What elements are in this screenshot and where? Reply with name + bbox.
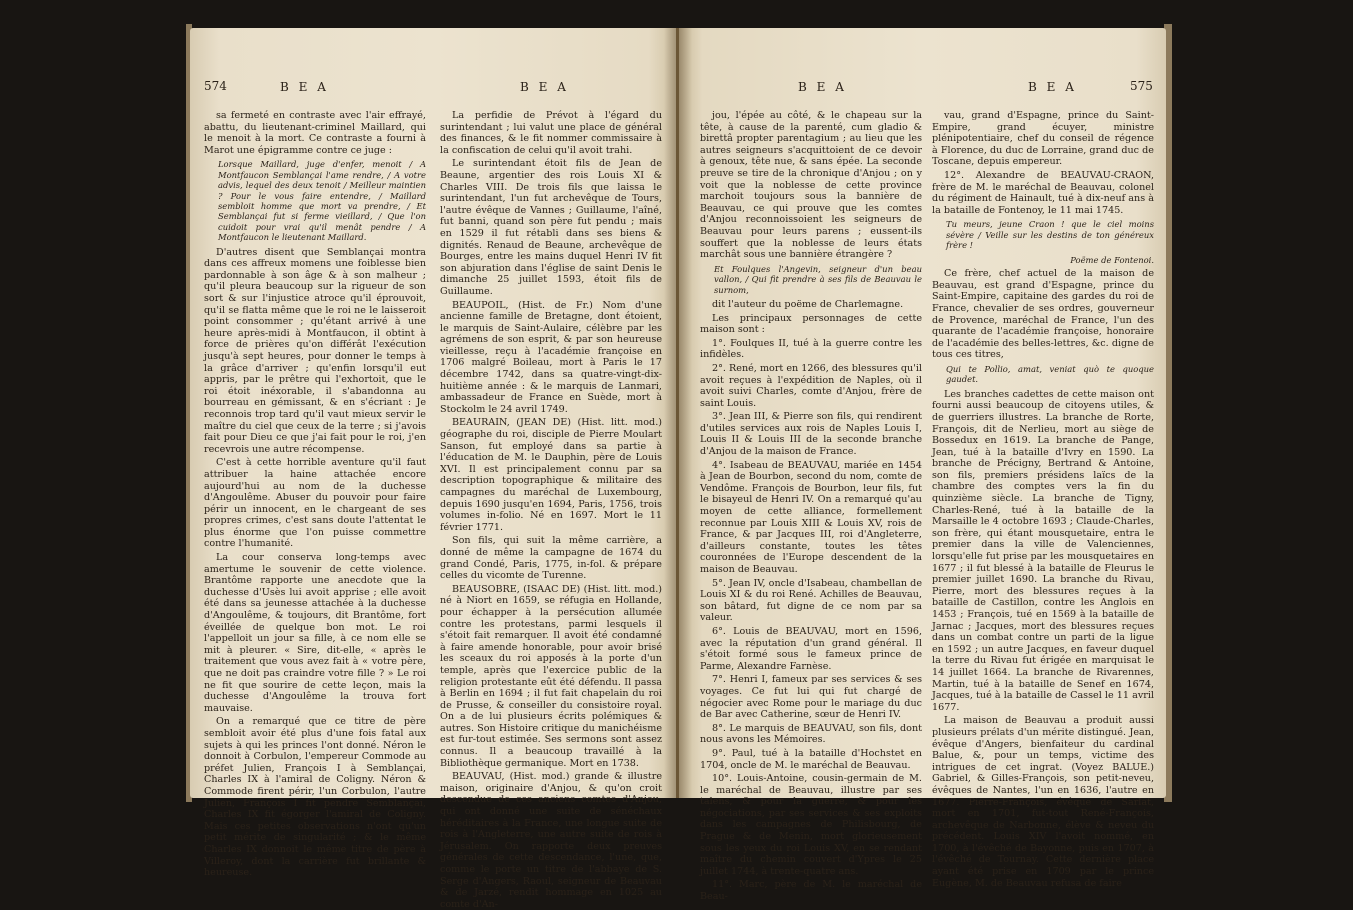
list-item: 2°. René, mort en 1266, des blessures qu'il avoit reçues à l'expédition de Naples, où il avoit suivi Charles, comte d'Anjou, frère de saint Louis. (700, 362, 922, 409)
right-page (678, 28, 1166, 903)
left-column-1 (204, 110, 426, 879)
running-head-left-col1: B E A (280, 80, 329, 94)
book-spine (676, 28, 679, 798)
paragraph: sa fermeté en contraste avec l'air effrayé, abattu, du lieutenant-criminel Maillard, qui le menoit à la mort. Ce contraste a fourni à Marot une épigramme contre ce juge : (204, 110, 426, 156)
paragraph: La cour conserva long-temps avec amertume le souvenir de cette violence. Brantôme rapporte une anecdote que la duchesse d'Usès lui avoit apprise ; elle avoit été dans sa jeunesse attachée à la duchesse d'Angoulême, & toujours, dit Brantôme, fort éveillée de quelque bon mot. Le roi l'appelloit un jour sa fille, à ce nom elle se mit à pleurer. « Sire, dit-elle, « après le traitement que vous avez fait à « votre père, que ne doit pas craindre votre fille ? » Le roi ne fit que sourire de cette leçon, mais la duchesse d'Angoulême la trouva fort mauvaise. (204, 552, 426, 714)
list-item: 1°. Foulques II, tué à la guerre contre les infidèles. (700, 337, 922, 361)
entry-beauvau: BEAUVAU, (Hist. mod.) grande & illustre maison, originaire d'Anjou, & qu'on croit descendue de ces anciens comtes d'Anjou, qui ont donné une suite de sénéchaux héréditaires à la France, une longue suite de rois à l'Angleterre, une autre suite de rois à Jérusalem. On rapporte deux preuves générales de cette descendance, l'une, que, comme le porte un titre de l'abbaye de S. Serge d'Angers, Raoul, seigneur de Beauvau & de Jarzé, rendit hommage en 1025 au comte d'An- (440, 771, 662, 910)
paragraph: C'est à cette horrible aventure qu'il faut attribuer la haine attachée encore aujourd'hui au nom de la duchesse d'Angoulême. Abuser du pouvoir pour faire périr un innocent, en le chargeant de ses propres crimes, c'est sans doute l'attentat le plus énorme que l'on puisse commettre contre l'humanité. (204, 457, 426, 550)
entry-beausobre: BEAUSOBRE, (ISAAC DE) (Hist. litt. mod.) né à Niort en 1659, se réfugia en Hollande, pour échapper à la persécution allumée contre les protestans, parmi lesquels il s'étoit fait remarquer. Il avoit été condamné à faire amende honorable, pour avoir brisé les sceaux du roi apposés à la porte d'un temple, après que l'exercice public de la religion protestante eût été défendu. Il passa à Berlin en 1694 ; il fut fait chapelain du roi de Prusse, & conseiller du consistoire royal. On a de lui plusieurs écrits polémiques & autres. Son Histoire critique du manichéisme est fur-tout estimée. Ses sermons sont assez connus. Il a beaucoup travaillé à la Bibliothèque germanique. Mort en 1738. (440, 583, 662, 769)
paragraph: Le surintendant étoit fils de Jean de Beaune, argentier des rois Louis XI & Charles VIII. De trois fils que laissa le surintendant, l'un fut archevêque de Tours, l'autre évêque de Vannes ; Guillaume, l'aîné, fut banni, quand son père fut pendu ; mais en 1529 il fut rétabli dans ses biens & dignités. Renaud de Beaune, archevêque de Bourges, entre les mains duquel Henri IV fit son abjuration dans l'église de saint Denis le dimanche 25 juillet 1593, étoit fils de Guillaume. (440, 158, 662, 297)
paragraph: On a remarqué que ce titre de père sembloit avoir été plus d'une fois fatal aux sujets à qui les princes l'ont donné. Néron le donnoit à Corbulon, l'empereur Commode au préfet Julien, François I à Semblançai, Charles IX à l'amiral de Coligny. Néron & Commode firent périr, l'un Corbulon, l'autre Julien, François I fit pendre Semblançai, Charles IX fit égorger l'amiral de Coligny. Mais ces petites observations n'ont qu'un petit mérite de singularité ; & le même Charles IX donnoit le même titre de père à Villeroy, dont la carrière fut brillante & heureuse. (204, 716, 426, 879)
list-item: 9°. Paul, tué à la bataille d'Hochstet en 1704, oncle de M. le maréchal de Beauvau. (700, 747, 922, 771)
list-item: 8°. Le marquis de BEAUVAU, son fils, dont nous avons les Mémoires. (700, 722, 922, 746)
list-item: 6°. Louis de BEAUVAU, mort en 1596, avec la réputation d'un grand général. Il s'étoit formé sous le fameux prince de Parme, Alexandre Farnèse. (700, 625, 922, 672)
left-page (190, 28, 678, 910)
running-head-right-col2: B E A (1028, 80, 1077, 94)
paragraph: Les principaux personnages de cette maison sont : (700, 312, 922, 336)
paragraph: vau, grand d'Espagne, prince du Saint-Empire, grand écuyer, ministre plénipotentiaire, chef du conseil de régence à Florence, du duc de Lorraine, grand duc de Toscane, depuis empereur. (932, 110, 1154, 168)
list-item: 11°. Marc, père de M. le maréchal de Beau- (700, 879, 922, 903)
paragraph: D'autres disent que Semblançai montra dans ces affreux momens une foiblesse bien pardonnable à son âge & à son malheur ; qu'il pleura beaucoup sur la rigueur de son sort & sur l'injustice atroce qu'il éprouvoit, qu'il se flatta même que le roi ne le laisseroit point consommer ; qu'étant arrivé à une heure après-midi à Montfaucon, il obtint à force de prières qu'on différât l'exécution jusqu'à sept heures, pour donner le temps à la grâce d'arriver ; qu'enfin lorsqu'il eut appris, par le prêtre qui l'exhortoit, que le roi étoit inéxorable, il s'abandonna au bourreau en gémissant, & en s'écriant : Je reconnois trop tard qu'il vaut mieux servir le maître du ciel que ceux de la terre ; si j'avois fait pour Dieu ce que j'ai fait pour le roi, j'en recevrois une autre récompense. (204, 246, 426, 455)
list-item: 4°. Isabeau de BEAUVAU, mariée en 1454 à Jean de Bourbon, second du nom, comte de Vendôme. François de Bourbon, leur fils, fut le bisayeul de Henri IV. On a remarqué qu'au moyen de cette alliance, formellement reconnue par Louis XIII & Louis XV, rois de France, & par Jacques III, roi d'Angleterre, d'ailleurs constante, toutes les têtes couronnées de l'Europe descendent de la maison de Beauvau. (700, 459, 922, 575)
list-item: 3°. Jean III, & Pierre son fils, qui rendirent d'utiles services aux rois de Naples Louis I, Louis II & Louis III de la seconde branche d'Anjou de la maison de France. (700, 411, 922, 458)
paragraph: dit l'auteur du poëme de Charlemagne. (712, 298, 904, 310)
right-column-2 (932, 110, 1154, 889)
page-number-left: 574 (204, 79, 227, 93)
list-item: 12°. Alexandre de BEAUVAU-CRAON, frère de M. le maréchal de Beauvau, colonel du régiment de Hainault, tué à dix-neuf ans à la bataille de Fontenoy, le 11 mai 1745. (932, 169, 1154, 216)
list-item: 7°. Henri I, fameux par ses services & ses voyages. Ce fut lui qui fut chargé de négocier avec Rome pour le mariage du duc de Bar avec Catherine, sœur de Henri IV. (700, 674, 922, 721)
page-number-right: 575 (1130, 79, 1153, 93)
entry-beaurain: BEAURAIN, (JEAN DE) (Hist. litt. mod.) géographe du roi, disciple de Pierre Moulart Sanson, fut employé dans sa partie à l'éducation de M. le Dauphin, père de Louis XVI. Il est principalement connu par sa description topographique & militaire des campagnes du maréchal de Luxembourg, depuis 1690 jusqu'en 1694, Paris, 1756, trois volumes in-folio. Né en 1697. Mort le 11 février 1771. (440, 417, 662, 533)
right-column-1 (700, 110, 922, 903)
paragraph: La perfidie de Prévot à l'égard du surintendant ; lui valut une place de général des finances, & le fit nommer commissaire à la confiscation de celui qu'il avoit trahi. (440, 110, 662, 156)
list-item: 10°. Louis-Antoine, cousin-germain de M. le maréchal de Beauvau, illustre par ses talens, & pour la guerre, & pour les négociations, par ses services & ses exploits dans les campagnes de Philisbourg, de Prague & de Menin, mort glorieusement sous les yeux du roi Louis XV, en se rendant maître du chemin couvert d'Ypres le 25 juillet 1744, à trente-quatre ans. (700, 773, 922, 877)
left-column-2 (440, 110, 662, 910)
running-head-left-col2: B E A (520, 80, 569, 94)
paragraph: Les branches cadettes de cette maison ont fourni aussi beaucoup de citoyens utiles, & de guerriers illustres. La branche de Rorte, François, dit de Nerlieu, mort au siège de Bossedux en 1619. La branche de Pange, Jean, tué à la bataille d'Ivry en 1590. La branche de Précigny, Bertrand & Antoine, son fils, premiers présidens laïcs de la chambre des comptes vers la fin du quinzième siècle. La branche de Tigny, Charles-René, tué à la bataille de la Marsaille le 4 octobre 1693 ; Claude-Charles, son frère, qui étant mousquetaire, entra le premier dans la ville de Valenciennes, lorsqu'elle fut prise par les mousquetaires en 1677 ; il fut blessé à la bataille de Fleurus le premier juillet 1690. La branche du Rivau, Pierre, mort des blessures reçues à la bataille de Castillon, contre les Anglois en 1453 ; François, tué en 1569 à la bataille de Jarnac ; Jacques, mort des blessures reçues dans un combat contre un parti de la ligue en 1592 ; un autre Jacques, en faveur duquel la terre du Rivau fut érigée en marquisat le 14 juillet 1664. La branche de Rivarennes, Martin, tué à la bataille de Senef en 1674, Jacques, tué à la bataille de Cassel le 11 avril 1677. (932, 388, 1154, 713)
verse-block: Et Foulques l'Angevin, seigneur d'un beau vallon, / Qui fit prendre à ses fils de Beauvau le surnom, (714, 263, 922, 295)
paragraph: jou, l'épée au côté, & le chapeau sur la tête, à cause de la parenté, cum gladio & birettâ propter parentagium ; au lieu que les autres seigneurs s'acquittoient de ce devoir à genoux, tête nue, & sans épée. La seconde preuve se tire de la chronique d'Anjou ; on y voit que la noblesse de cette province marchoit toujours sous la bannière de Beauvau, ce qui prouve que les comtes d'Anjou reconnoissoient les seigneurs de Beauvau pour leurs parens ; eussent-ils souffert que la noblesse de leurs états marchât sous une bannière étrangère ? (700, 110, 922, 261)
paragraph: La maison de Beauvau a produit aussi plusieurs prélats d'un mérite distingué. Jean, évêque d'Angers, bienfaiteur du cardinal Balue, &, pour un temps, victime des intrigues de cet ingrat. (Voyez BALUE.) Gabriel, & Gilles-François, son petit-neveu, évêques de Nantes, l'un en 1636, l'autre en 1677. Pierre-François, évêque de Sarlat, mort en 1701, fut-tout René-François, archevêque de Narbonne, élève & neveu du précédent. Louis XIV l'avoit nommé, en 1700, à l'évêché de Bayonne, puis en 1707, à l'évêché de Tournay. Cette dernière place ayant été prise en 1709 par le prince Eugène, M. de Beauvau refusa de faire (932, 715, 1154, 889)
paragraph: Son fils, qui suit la même carrière, a donné de même la campagne de 1674 du grand Condé, Paris, 1775, in-fol. & prépare celles du vicomte de Turenne. (440, 535, 662, 582)
entry-beaupoil: BEAUPOIL, (Hist. de Fr.) Nom d'une ancienne famille de Bretagne, dont étoient, le marquis de Saint-Aulaire, célèbre par les agrémens de son esprit, & par son heureuse vieillesse, reçu à l'académie françoise en 1706 malgré Boileau, mort à Paris le 17 décembre 1742, dans sa quatre-vingt-dix-huitième année : & le marquis de Lanmari, ambassadeur de France en Suède, mort à Stockolm le 24 avril 1749. (440, 299, 662, 415)
list-item: 5°. Jean IV, oncle d'Isabeau, chambellan de Louis XI & du roi René. Achilles de Beauvau, son bâtard, fut digne de ce nom par sa valeur. (700, 577, 922, 624)
running-head-right-col1: B E A (798, 80, 847, 94)
paragraph: Ce frère, chef actuel de la maison de Beauvau, est grand d'Espagne, prince du Saint-Empire, capitaine des gardes du roi de France, chevalier de ses ordres, gouverneur de Provence, maréchal de France, l'un des quarante de l'académie françoise, honoraire de l'académie des belles-lettres, &c. digne de tous ces titres, (932, 268, 1154, 361)
verse-block: Tu meurs, jeune Craon ! que le ciel moins sévère / Veille sur les destins de ton généreux frère ! (946, 219, 1154, 251)
verse-block: Lorsque Maillard, juge d'enfer, menoit / A Montfaucon Semblançai l'ame rendre, / A votre advis, lequel des deux tenoit / Meilleur maintien ? Pour le vous faire entendre, / Maillard sembloit homme que mort va prendre, / Et Semblançai fut si ferme vieillard, / Que l'on cuidoit pour vrai qu'il menât pendre / A Montfaucon le lieutenant Maillard. (218, 159, 426, 243)
latin-quote: Qui te Pollio, amat, veniat quò te quoque gaudet. (946, 363, 1154, 385)
verse-attribution: Poëme de Fontenoi. (1070, 254, 1154, 265)
